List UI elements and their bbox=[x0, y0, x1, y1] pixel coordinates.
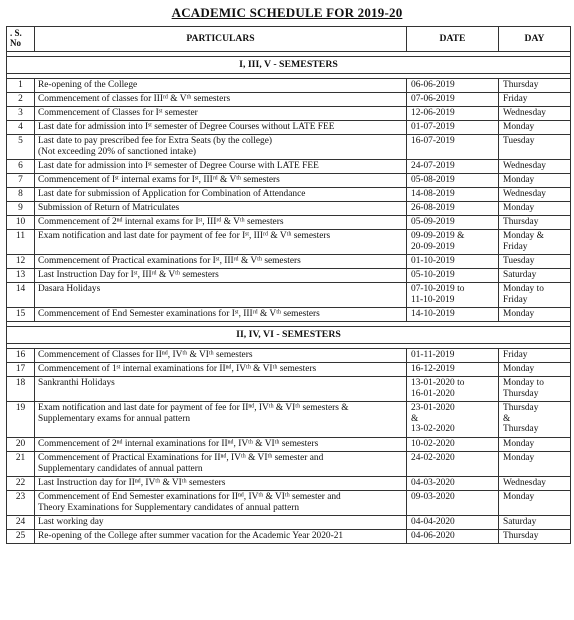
date-line: 05-09-2019 bbox=[411, 217, 455, 227]
particulars-cell bbox=[35, 107, 407, 121]
day-cell bbox=[499, 438, 571, 452]
particulars-line: Last date for admission into Iˢᵗ semester of Degree Courses without LATE FEE bbox=[38, 122, 335, 132]
row-number: 9 bbox=[7, 202, 35, 216]
particulars-cell bbox=[35, 308, 407, 322]
schedule-table bbox=[6, 26, 571, 544]
row-number: 2 bbox=[7, 93, 35, 107]
particulars-line: Commencement of Practical examinations for Iˢᵗ, IIIʳᵈ & Vᵗʰ semesters bbox=[38, 256, 301, 266]
particulars-cell bbox=[35, 402, 407, 438]
particulars-cell bbox=[35, 188, 407, 202]
day-cell bbox=[499, 530, 571, 544]
schedule-body bbox=[7, 52, 571, 544]
day-line: Monday bbox=[503, 492, 535, 502]
day-cell bbox=[499, 160, 571, 174]
day-cell bbox=[499, 349, 571, 363]
day-cell bbox=[499, 269, 571, 283]
day-line: & bbox=[503, 413, 511, 424]
day-cell bbox=[499, 308, 571, 322]
particulars-cell bbox=[35, 516, 407, 530]
day-line: Friday bbox=[503, 294, 528, 305]
table-row bbox=[7, 452, 571, 477]
date-cell bbox=[407, 255, 499, 269]
day-line: Wednesday bbox=[503, 161, 546, 171]
page-title: ACADEMIC SCHEDULE FOR 2019-20 bbox=[171, 5, 403, 20]
date-cell bbox=[407, 174, 499, 188]
date-cell bbox=[407, 438, 499, 452]
particulars-cell bbox=[35, 349, 407, 363]
section-heading: II, IV, VI - SEMESTERS bbox=[7, 327, 571, 344]
day-cell bbox=[499, 363, 571, 377]
day-cell bbox=[499, 491, 571, 516]
particulars-cell bbox=[35, 202, 407, 216]
particulars-line: Commencement of 1ˢᵗ internal examinations for IIⁿᵈ, IVᵗʰ & VIᵗʰ semesters bbox=[38, 364, 317, 374]
row-number: 21 bbox=[7, 452, 35, 477]
table-row bbox=[7, 188, 571, 202]
day-line: Thursday bbox=[503, 403, 539, 413]
header-particulars: PARTICULARS bbox=[35, 27, 407, 52]
day-line: Monday to bbox=[503, 284, 544, 294]
table-row bbox=[7, 107, 571, 121]
table-row bbox=[7, 160, 571, 174]
table-row bbox=[7, 491, 571, 516]
date-line: 01-11-2019 bbox=[411, 350, 455, 360]
table-row bbox=[7, 349, 571, 363]
date-cell bbox=[407, 230, 499, 255]
date-cell bbox=[407, 477, 499, 491]
date-line: 04-03-2020 bbox=[411, 478, 455, 488]
row-number: 4 bbox=[7, 121, 35, 135]
row-number: 5 bbox=[7, 135, 35, 160]
day-line: Thursday bbox=[503, 424, 539, 435]
day-line: Monday bbox=[503, 122, 535, 132]
day-cell bbox=[499, 188, 571, 202]
date-cell bbox=[407, 107, 499, 121]
day-line: Tuesday bbox=[503, 136, 535, 146]
date-line: 10-02-2020 bbox=[411, 439, 455, 449]
date-line: 24-02-2020 bbox=[411, 453, 455, 463]
particulars-line: Commencement of Classes for Iˢᵗ semester bbox=[38, 108, 198, 118]
particulars-cell bbox=[35, 135, 407, 160]
day-cell bbox=[499, 107, 571, 121]
row-number: 12 bbox=[7, 255, 35, 269]
date-line: 13-02-2020 bbox=[411, 424, 455, 435]
table-row bbox=[7, 283, 571, 308]
row-number: 22 bbox=[7, 477, 35, 491]
section-heading-row bbox=[7, 57, 571, 74]
particulars-line: Commencement of End Semester examinations for IIⁿᵈ, IVᵗʰ & VIᵗʰ semester and bbox=[38, 492, 341, 502]
day-line: Monday bbox=[503, 453, 535, 463]
day-line: Friday bbox=[503, 94, 528, 104]
table-row bbox=[7, 477, 571, 491]
table-row bbox=[7, 93, 571, 107]
date-cell bbox=[407, 79, 499, 93]
particulars-line: Submission of Return of Matriculates bbox=[38, 203, 180, 213]
date-line: 20-09-2019 bbox=[411, 241, 455, 252]
particulars-cell bbox=[35, 160, 407, 174]
table-row bbox=[7, 121, 571, 135]
date-line: 05-08-2019 bbox=[411, 175, 455, 185]
table-row bbox=[7, 216, 571, 230]
row-number: 6 bbox=[7, 160, 35, 174]
table-row bbox=[7, 135, 571, 160]
particulars-cell bbox=[35, 230, 407, 255]
row-number: 13 bbox=[7, 269, 35, 283]
date-line: 07-10-2019 to bbox=[411, 284, 465, 294]
date-cell bbox=[407, 363, 499, 377]
date-cell bbox=[407, 452, 499, 477]
table-row bbox=[7, 530, 571, 544]
day-cell bbox=[499, 202, 571, 216]
table-row bbox=[7, 79, 571, 93]
date-line: 23-01-2020 bbox=[411, 403, 455, 413]
particulars-line: Theory Examinations for Supplementary candidates of annual pattern bbox=[38, 502, 300, 513]
date-line: 14-08-2019 bbox=[411, 189, 455, 199]
date-line: 16-01-2020 bbox=[411, 388, 455, 399]
day-line: Monday bbox=[503, 175, 535, 185]
date-line: 01-10-2019 bbox=[411, 256, 455, 266]
header-day: DAY bbox=[499, 27, 571, 52]
particulars-cell bbox=[35, 363, 407, 377]
table-row bbox=[7, 438, 571, 452]
row-number: 19 bbox=[7, 402, 35, 438]
day-cell bbox=[499, 516, 571, 530]
date-line: 16-12-2019 bbox=[411, 364, 455, 374]
particulars-line: Commencement of 2ⁿᵈ internal exams for Iˢᵗ, IIIʳᵈ & Vᵗʰ semesters bbox=[38, 217, 284, 227]
particulars-line: Last date to pay prescribed fee for Extra Seats (by the college) bbox=[38, 136, 273, 146]
row-number: 7 bbox=[7, 174, 35, 188]
particulars-cell bbox=[35, 377, 407, 402]
particulars-line: Last working day bbox=[38, 517, 104, 527]
row-number: 18 bbox=[7, 377, 35, 402]
particulars-line: Dasara Holidays bbox=[38, 284, 101, 294]
table-row bbox=[7, 402, 571, 438]
date-cell bbox=[407, 188, 499, 202]
date-cell bbox=[407, 491, 499, 516]
particulars-line: Last Instruction Day for Iˢᵗ, IIIʳᵈ & Vᵗʰ semesters bbox=[38, 270, 219, 280]
date-line: & bbox=[411, 413, 419, 424]
day-cell bbox=[499, 230, 571, 255]
particulars-line: Commencement of Iˢᵗ internal exams for Iˢᵗ, IIIʳᵈ & Vᵗʰ semesters bbox=[38, 175, 280, 185]
day-line: Wednesday bbox=[503, 478, 546, 488]
table-row bbox=[7, 255, 571, 269]
particulars-cell bbox=[35, 255, 407, 269]
day-line: Monday & bbox=[503, 231, 544, 241]
table-row bbox=[7, 363, 571, 377]
day-line: Wednesday bbox=[503, 108, 546, 118]
date-line: 12-06-2019 bbox=[411, 108, 455, 118]
day-line: Tuesday bbox=[503, 256, 535, 266]
particulars-cell bbox=[35, 530, 407, 544]
day-cell bbox=[499, 174, 571, 188]
particulars-line: Last Instruction day for IIⁿᵈ, IVᵗʰ & VIᵗʰ semesters bbox=[38, 478, 226, 488]
day-cell bbox=[499, 402, 571, 438]
table-row bbox=[7, 377, 571, 402]
table-row bbox=[7, 269, 571, 283]
date-cell bbox=[407, 135, 499, 160]
particulars-line: Sankranthi Holidays bbox=[38, 378, 115, 388]
date-line: 05-10-2019 bbox=[411, 270, 455, 280]
particulars-cell bbox=[35, 438, 407, 452]
header-date: DATE bbox=[407, 27, 499, 52]
date-cell bbox=[407, 283, 499, 308]
date-cell bbox=[407, 377, 499, 402]
day-cell bbox=[499, 135, 571, 160]
day-cell bbox=[499, 216, 571, 230]
day-cell bbox=[499, 121, 571, 135]
day-line: Monday bbox=[503, 309, 535, 319]
date-line: 07-06-2019 bbox=[411, 94, 455, 104]
date-line: 09-03-2020 bbox=[411, 492, 455, 502]
particulars-cell bbox=[35, 477, 407, 491]
particulars-cell bbox=[35, 452, 407, 477]
particulars-cell bbox=[35, 93, 407, 107]
day-cell bbox=[499, 377, 571, 402]
row-number: 16 bbox=[7, 349, 35, 363]
day-cell bbox=[499, 477, 571, 491]
table-row bbox=[7, 202, 571, 216]
date-line: 26-08-2019 bbox=[411, 203, 455, 213]
particulars-line: Re-opening of the College after summer vacation for the Academic Year 2020-21 bbox=[38, 531, 344, 541]
particulars-cell bbox=[35, 283, 407, 308]
day-cell bbox=[499, 283, 571, 308]
date-cell bbox=[407, 121, 499, 135]
table-row bbox=[7, 174, 571, 188]
date-line: 09-09-2019 & bbox=[411, 231, 465, 241]
day-line: Monday to bbox=[503, 378, 544, 388]
day-line: Saturday bbox=[503, 517, 537, 527]
particulars-cell bbox=[35, 216, 407, 230]
header-row bbox=[7, 27, 571, 52]
section-heading: I, III, V - SEMESTERS bbox=[7, 57, 571, 74]
day-cell bbox=[499, 79, 571, 93]
particulars-line: Re-opening of the College bbox=[38, 80, 138, 90]
date-cell bbox=[407, 402, 499, 438]
particulars-line: Commencement of Classes for IIⁿᵈ, IVᵗʰ & VIᵗʰ semesters bbox=[38, 350, 253, 360]
date-line: 24-07-2019 bbox=[411, 161, 455, 171]
particulars-cell bbox=[35, 79, 407, 93]
day-line: Monday bbox=[503, 203, 535, 213]
particulars-line: Supplementary exams for annual pattern bbox=[38, 413, 191, 424]
date-cell bbox=[407, 269, 499, 283]
particulars-line: Supplementary candidates of annual pattern bbox=[38, 463, 203, 474]
date-line: 04-06-2020 bbox=[411, 531, 455, 541]
particulars-line: Commencement of End Semester examinations for Iˢᵗ, IIIʳᵈ & Vᵗʰ semesters bbox=[38, 309, 320, 319]
particulars-line: Commencement of classes for IIIʳᵈ & Vᵗʰ semesters bbox=[38, 94, 231, 104]
day-cell bbox=[499, 93, 571, 107]
row-number: 10 bbox=[7, 216, 35, 230]
day-line: Thursday bbox=[503, 388, 539, 399]
date-line: 04-04-2020 bbox=[411, 517, 455, 527]
row-number: 1 bbox=[7, 79, 35, 93]
day-line: Wednesday bbox=[503, 189, 546, 199]
particulars-line: Exam notification and last date for payment of fee for IIⁿᵈ, IVᵗʰ & VIᵗʰ semesters & bbox=[38, 403, 349, 413]
date-cell bbox=[407, 308, 499, 322]
row-number: 15 bbox=[7, 308, 35, 322]
row-number: 24 bbox=[7, 516, 35, 530]
row-number: 17 bbox=[7, 363, 35, 377]
date-cell bbox=[407, 530, 499, 544]
row-number: 20 bbox=[7, 438, 35, 452]
row-number: 8 bbox=[7, 188, 35, 202]
row-number: 25 bbox=[7, 530, 35, 544]
section-heading-row bbox=[7, 327, 571, 344]
table-row bbox=[7, 308, 571, 322]
date-cell bbox=[407, 516, 499, 530]
particulars-line: Last date for admission into Iˢᵗ semester of Degree Course with LATE FEE bbox=[38, 161, 319, 171]
day-line: Monday bbox=[503, 364, 535, 374]
day-cell bbox=[499, 255, 571, 269]
date-line: 16-07-2019 bbox=[411, 136, 455, 146]
particulars-line: Commencement of 2ⁿᵈ internal examinations for IIⁿᵈ, IVᵗʰ & VIᵗʰ semesters bbox=[38, 439, 319, 449]
particulars-line: Exam notification and last date for payment of fee for Iˢᵗ, IIIʳᵈ & Vᵗʰ semesters bbox=[38, 231, 331, 241]
date-cell bbox=[407, 202, 499, 216]
date-line: 11-10-2019 bbox=[411, 294, 455, 305]
particulars-line: Last date for submission of Application for Combination of Attendance bbox=[38, 189, 306, 199]
date-cell bbox=[407, 160, 499, 174]
particulars-cell bbox=[35, 491, 407, 516]
date-cell bbox=[407, 216, 499, 230]
day-line: Friday bbox=[503, 241, 528, 252]
table-row bbox=[7, 230, 571, 255]
day-line: Thursday bbox=[503, 217, 539, 227]
date-line: 06-06-2019 bbox=[411, 80, 455, 90]
date-line: 13-01-2020 to bbox=[411, 378, 465, 388]
particulars-line: (Not exceeding 20% of sanctioned intake) bbox=[38, 146, 197, 157]
particulars-cell bbox=[35, 174, 407, 188]
row-number: 11 bbox=[7, 230, 35, 255]
particulars-line: Commencement of Practical Examinations for IIⁿᵈ, IVᵗʰ & VIᵗʰ semester and bbox=[38, 453, 324, 463]
row-number: 14 bbox=[7, 283, 35, 308]
date-cell bbox=[407, 93, 499, 107]
day-line: Friday bbox=[503, 350, 528, 360]
particulars-cell bbox=[35, 269, 407, 283]
table-row bbox=[7, 516, 571, 530]
row-number: 3 bbox=[7, 107, 35, 121]
day-line: Saturday bbox=[503, 270, 537, 280]
date-cell bbox=[407, 349, 499, 363]
header-sno: . S. No bbox=[7, 27, 35, 52]
day-line: Monday bbox=[503, 439, 535, 449]
day-line: Thursday bbox=[503, 531, 539, 541]
day-line: Thursday bbox=[503, 80, 539, 90]
date-line: 01-07-2019 bbox=[411, 122, 455, 132]
row-number: 23 bbox=[7, 491, 35, 516]
date-line: 14-10-2019 bbox=[411, 309, 455, 319]
day-cell bbox=[499, 452, 571, 477]
particulars-cell bbox=[35, 121, 407, 135]
